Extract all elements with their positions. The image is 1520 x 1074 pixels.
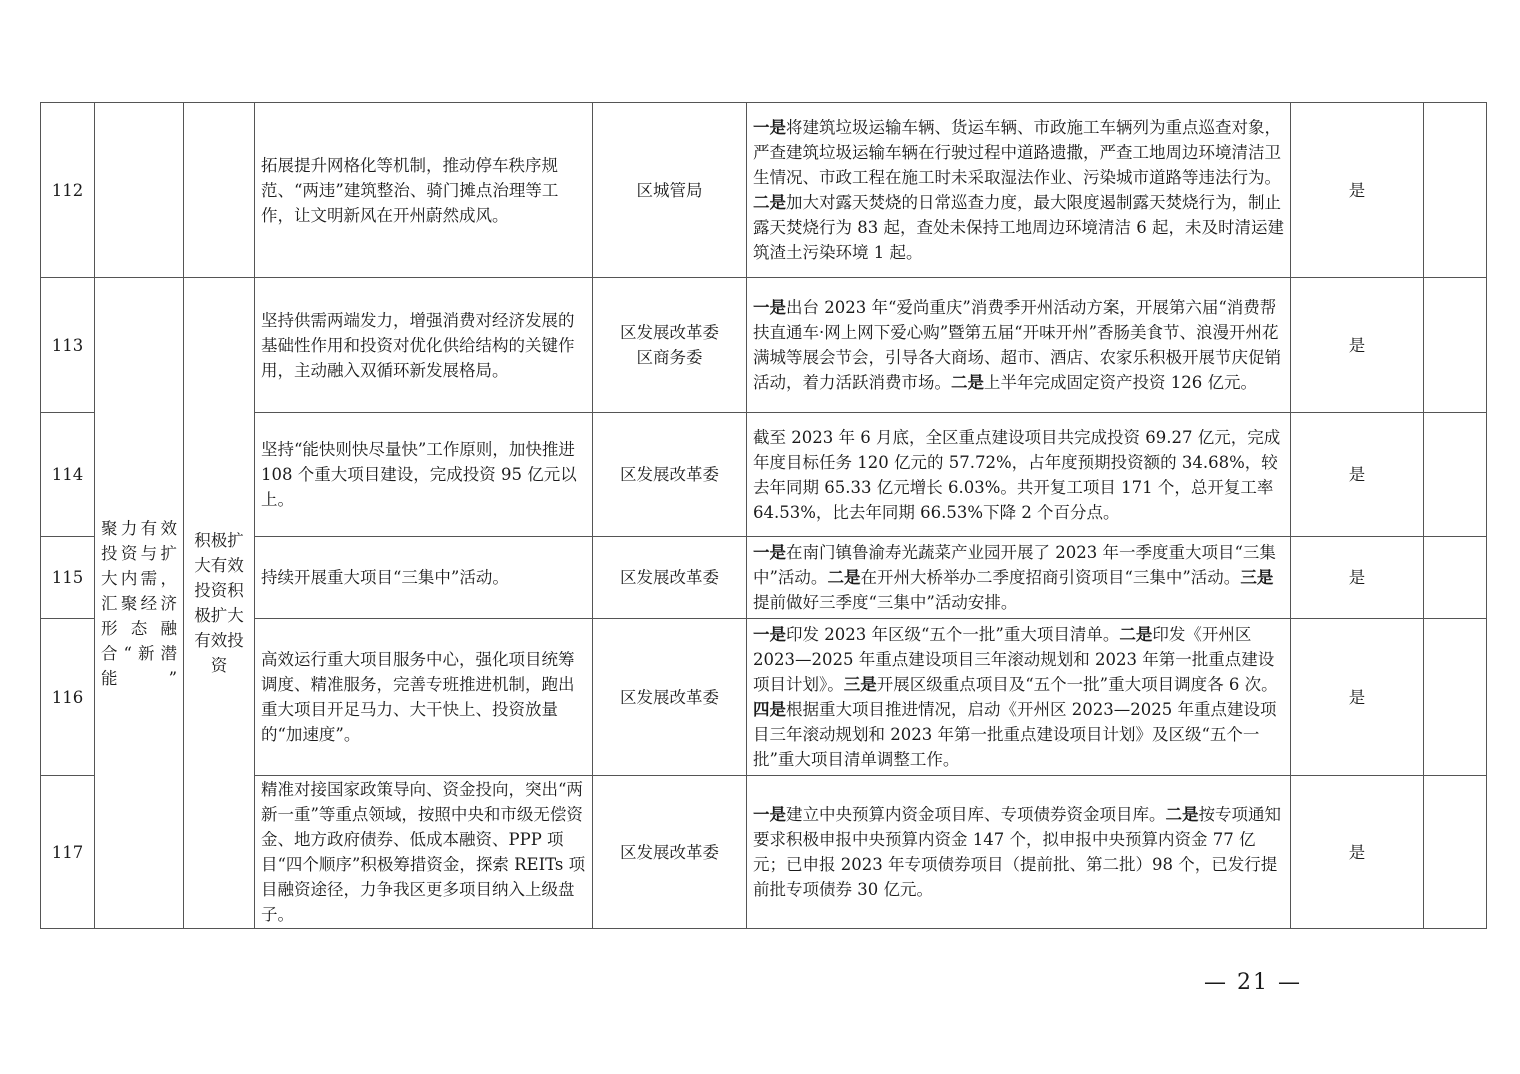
progress-description: 一是建立中央预算内资金项目库、专项债券资金项目库。二是按专项通知要求积极申报中央预算内资金 147 个，拟申报中央预算内资金 77 亿元；已申报 2023 年专项债券项目（提前批、第二批）98 个，已发行提前批专项债券 30 亿元。	[747, 776, 1291, 929]
table-row	[41, 413, 1487, 537]
table-row	[41, 776, 1487, 929]
row-number: 113	[41, 278, 95, 413]
category-cell: 聚力有效投资与扩大内需，汇聚经济形态融合“新潜能”	[95, 278, 184, 929]
progress-description: 一是出台 2023 年“爱尚重庆”消费季开州活动方案，开展第六届“消费帮扶直通车·网上网下爱心购”暨第五届“开味开州”香肠美食节、浪漫开州花满城等展会节会，引导各大商场、超市、酒店、农家乐积极开展节庆促销活动，着力活跃消费市场。二是上半年完成固定资产投资 126 亿元。	[747, 278, 1291, 413]
progress-description: 截至 2023 年 6 月底，全区重点建设项目共完成投资 69.27 亿元，完成年度目标任务 120 亿元的 57.72%，占年度预期投资额的 34.68%，较去年同期 65.33 亿元增长 6.03%。共开复工项目 171 个，总开复工率 64.53%，比去年同期 66.53%下降 2 个百分点。	[747, 413, 1291, 537]
responsible-department: 区发展改革委	[593, 776, 747, 929]
completion-status: 是	[1291, 537, 1424, 619]
task-content: 坚持“能快则快尽量快”工作原则，加快推进 108 个重大项目建设，完成投资 95 亿元以上。	[255, 413, 593, 537]
row-number: 116	[41, 619, 95, 776]
completion-status: 是	[1291, 413, 1424, 537]
remarks-cell	[1424, 278, 1487, 413]
responsible-department: 区发展改革委 区商务委	[593, 278, 747, 413]
remarks-cell	[1424, 537, 1487, 619]
completion-status: 是	[1291, 103, 1424, 278]
task-content: 持续开展重大项目“三集中”活动。	[255, 537, 593, 619]
table-row	[41, 278, 1487, 413]
progress-description: 一是印发 2023 年区级“五个一批”重大项目清单。二是印发《开州区 2023—2025 年重点建设项目三年滚动规划和 2023 年第一批重点建设项目计划》。三是开展区级重点项目及“五个一批”重大项目调度各 6 次。四是根据重大项目推进情况，启动《开州区 2023—2025 年重点建设项目三年滚动规划和 2023 年第一批重点建设项目计划》及区级“五个一批”重大项目清单调整工作。	[747, 619, 1291, 776]
row-number: 117	[41, 776, 95, 929]
completion-status: 是	[1291, 776, 1424, 929]
row-number: 115	[41, 537, 95, 619]
remarks-cell	[1424, 619, 1487, 776]
row-number: 112	[41, 103, 95, 278]
progress-table	[40, 102, 1487, 929]
subcategory-cell: 积极扩大有效投资积极扩大有效投资	[184, 278, 255, 929]
responsible-department: 区发展改革委	[593, 413, 747, 537]
subcategory-cell-empty	[184, 103, 255, 278]
responsible-department: 区发展改革委	[593, 537, 747, 619]
task-content: 高效运行重大项目服务中心，强化项目统筹调度、精准服务，完善专班推进机制，跑出重大项目开足马力、大干快上、投资放量的“加速度”。	[255, 619, 593, 776]
progress-description: 一是在南门镇鲁渝寿光蔬菜产业园开展了 2023 年一季度重大项目“三集中”活动。二是在开州大桥举办二季度招商引资项目“三集中”活动。三是提前做好三季度“三集中”活动安排。	[747, 537, 1291, 619]
table-row	[41, 103, 1487, 278]
table-row	[41, 619, 1487, 776]
page-number: — 21 —	[1204, 970, 1302, 995]
category-cell-empty	[95, 103, 184, 278]
progress-description: 一是将建筑垃圾运输车辆、货运车辆、市政施工车辆列为重点巡查对象，严查建筑垃圾运输车辆在行驶过程中道路遗撒，严查工地周边环境清洁卫生情况、市政工程在施工时未采取湿法作业、污染城市道路等违法行为。二是加大对露天焚烧的日常巡查力度，最大限度遏制露天焚烧行为，制止露天焚烧行为 83 起，查处未保持工地周边环境清洁 6 起，未及时清运建筑渣土污染环境 1 起。	[747, 103, 1291, 278]
completion-status: 是	[1291, 278, 1424, 413]
responsible-department: 区城管局	[593, 103, 747, 278]
task-content: 坚持供需两端发力，增强消费对经济发展的基础性作用和投资对优化供给结构的关键作用，主动融入双循环新发展格局。	[255, 278, 593, 413]
row-number: 114	[41, 413, 95, 537]
task-content: 拓展提升网格化等机制，推动停车秩序规范、“两违”建筑整治、骑门摊点治理等工作，让文明新风在开州蔚然成风。	[255, 103, 593, 278]
remarks-cell	[1424, 776, 1487, 929]
completion-status: 是	[1291, 619, 1424, 776]
remarks-cell	[1424, 103, 1487, 278]
task-content: 精准对接国家政策导向、资金投向，突出“两新一重”等重点领域，按照中央和市级无偿资金、地方政府债券、低成本融资、PPP 项目“四个顺序”积极筹措资金，探索 REITs 项目融资途径，力争我区更多项目纳入上级盘子。	[255, 776, 593, 929]
table-row	[41, 537, 1487, 619]
responsible-department: 区发展改革委	[593, 619, 747, 776]
remarks-cell	[1424, 413, 1487, 537]
